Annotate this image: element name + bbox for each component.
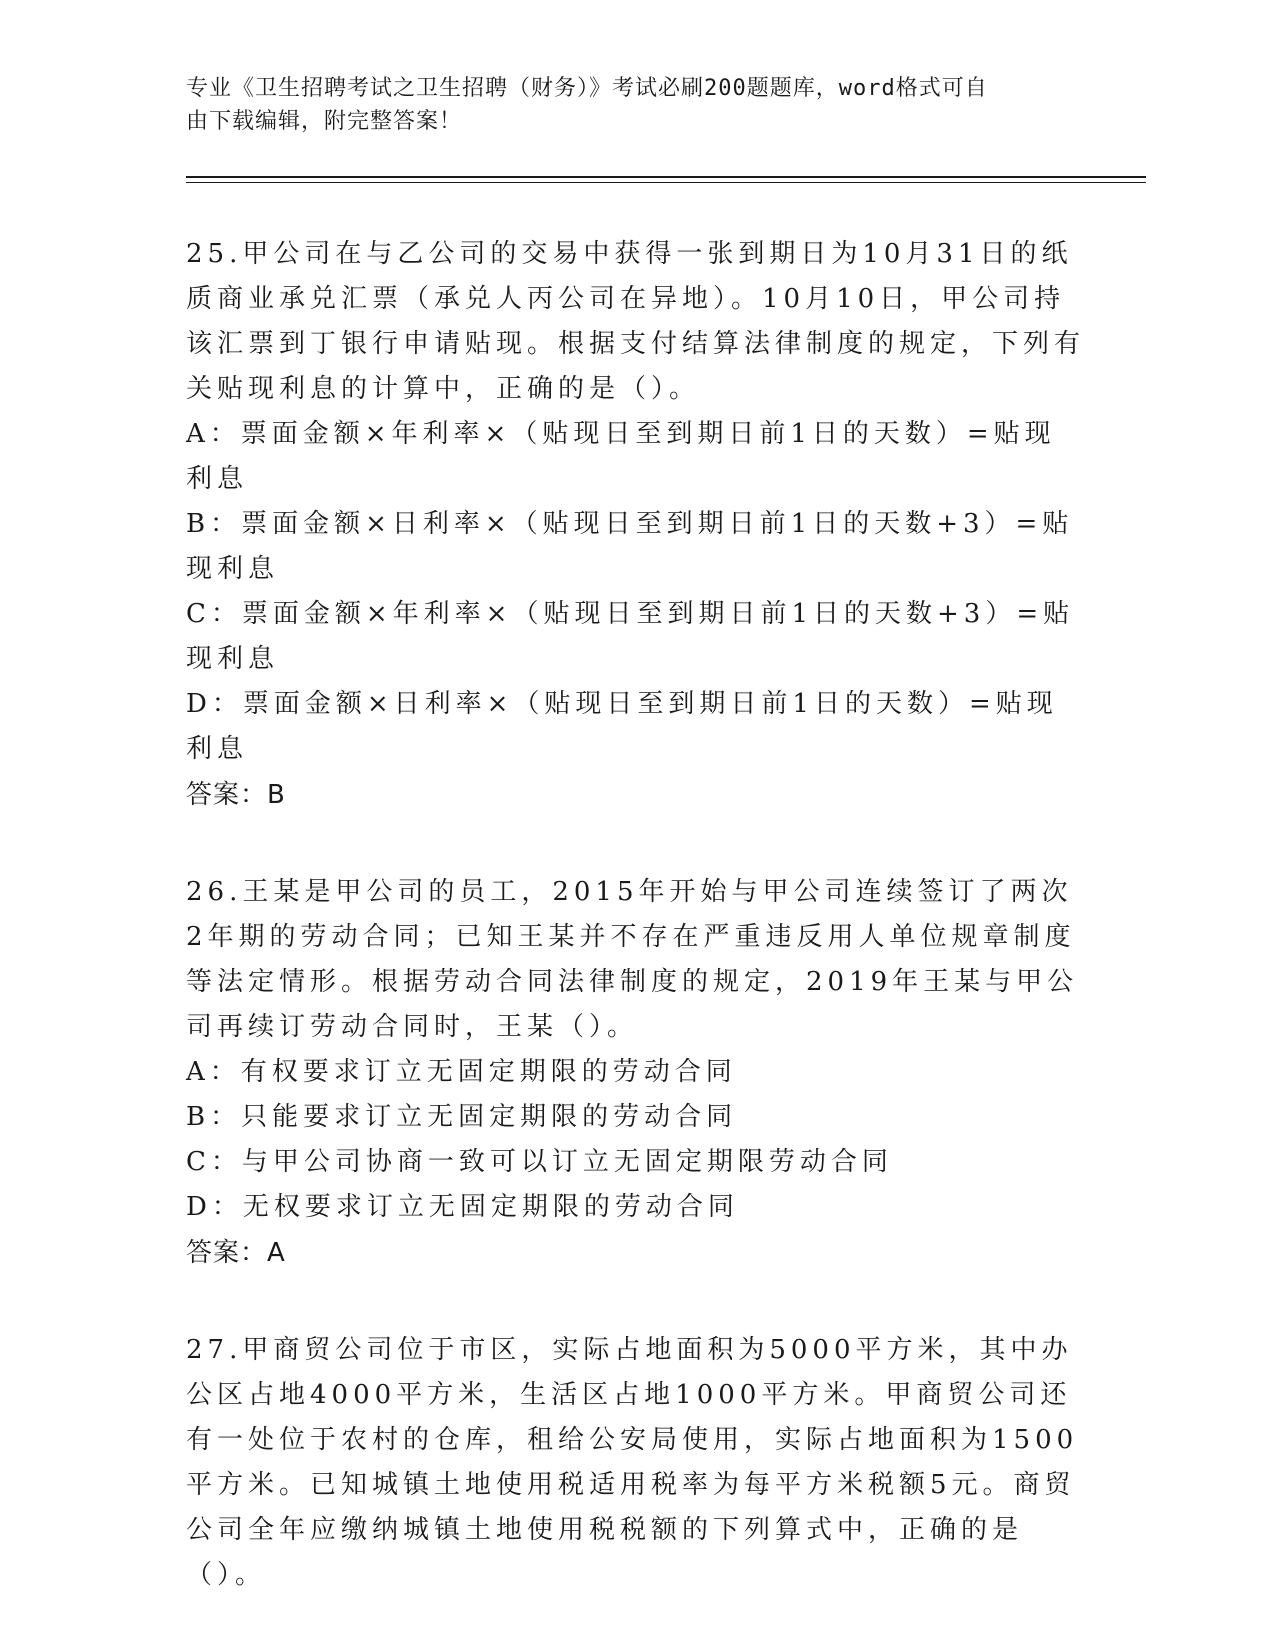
question-stem: 25.甲公司在与乙公司的交易中获得一张到期日为10月31日的纸质商业承兑汇票（承兑人丙公司在异地）。10月10日，甲公司持该汇票到丁银行申请贴现。根据支付结算法律制度的规定，下列有关贴现利息的计算中，正确的是（）。 <box>186 239 1086 404</box>
option-b: B：票面金额×日利率×（贴现日至到期日前1日的天数+3）=贴现利息 <box>186 509 1074 584</box>
question-stem: 26.王某是甲公司的员工，2015年开始与甲公司连续签订了两次2年期的劳动合同；已知王某并不存在严重违反用人单位规章制度等法定情形。根据劳动合同法律制度的规定，2019年王某与甲公司再续订劳动合同时，王某（）。 <box>186 877 1079 1042</box>
answer-label: 答案：A <box>186 1238 286 1268</box>
question-25 <box>186 232 1086 818</box>
header-line-2: 由下载编辑，附完整答案！ <box>186 109 463 134</box>
option-c: C：票面金额×年利率×（贴现日至到期日前1日的天数+3）=贴现利息 <box>186 599 1075 674</box>
answer-label: 答案：B <box>186 780 286 810</box>
option-d: D：票面金额×日利率×（贴现日至到期日前1日的天数）=贴现利息 <box>186 689 1058 764</box>
option-a: A：票面金额×年利率×（贴现日至到期日前1日的天数）=贴现利息 <box>186 419 1056 494</box>
header-line-1: 专业《卫生招聘考试之卫生招聘（财务）》考试必刷200题题库，word格式可自 <box>186 76 988 101</box>
document-header <box>186 72 1066 138</box>
question-27 <box>186 1328 1086 1598</box>
header-divider-thin <box>186 182 1146 183</box>
question-26 <box>186 870 1086 1276</box>
option-c: C：与甲公司协商一致可以订立无固定期限劳动合同 <box>186 1147 893 1177</box>
option-a: A：有权要求订立无固定期限的劳动合同 <box>186 1057 737 1087</box>
header-divider-thick <box>186 176 1146 178</box>
option-d: D：无权要求订立无固定期限的劳动合同 <box>186 1192 739 1222</box>
option-b: B：只能要求订立无固定期限的劳动合同 <box>186 1102 738 1132</box>
question-stem: 27.甲商贸公司位于市区，实际占地面积为5000平方米，其中办公区占地4000平方米，生活区占地1000平方米。甲商贸公司还有一处位于农村的仓库，租给公安局使用，实际占地面积为1500平方米。已知城镇土地使用税适用税率为每平方米税额5元。商贸公司全年应缴纳城镇土地使用税税额的下列算式中，正确的是（）。 <box>186 1335 1079 1590</box>
question-list <box>186 232 1086 1650</box>
